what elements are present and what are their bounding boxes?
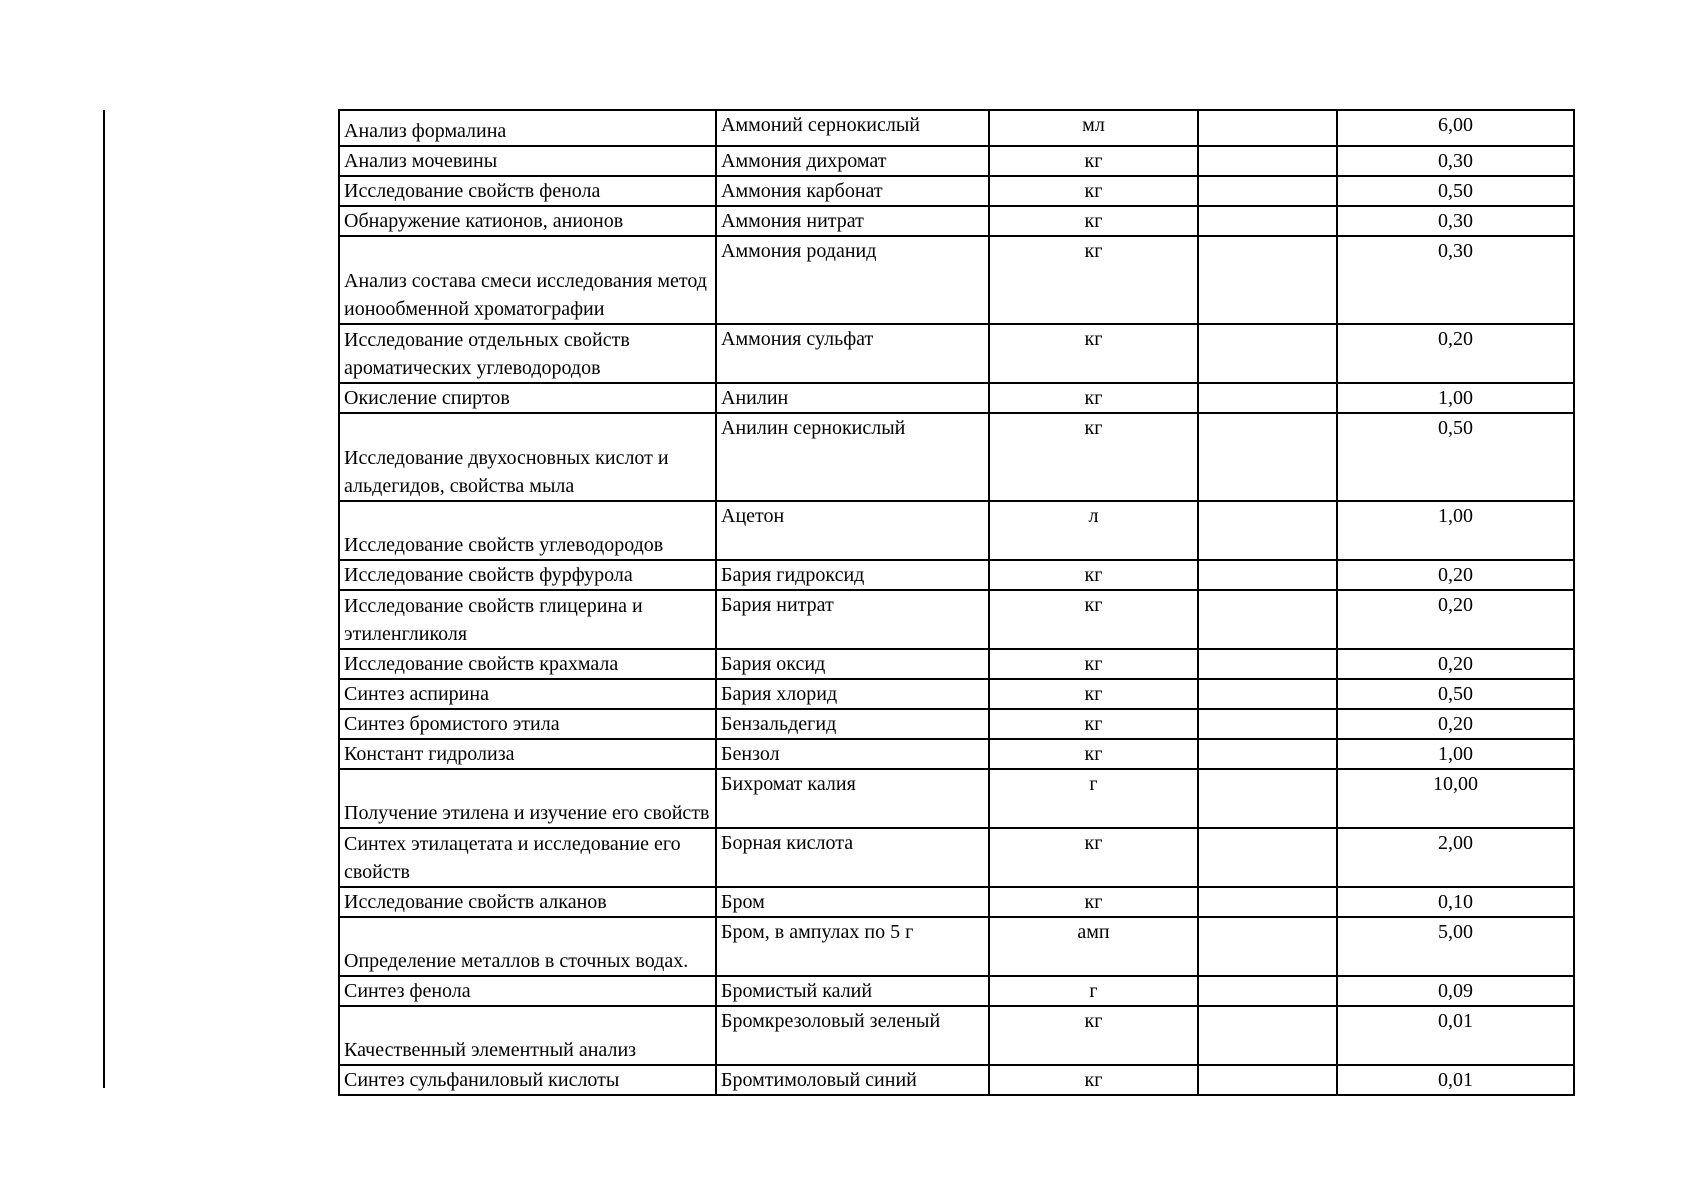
table-row <box>339 590 1574 649</box>
reagent-cell: Аммония сульфат <box>716 324 989 383</box>
empty-cell <box>1198 739 1337 769</box>
quantity-cell: 5,00 <box>1337 917 1574 976</box>
table-row <box>339 976 1574 1006</box>
reagent-cell: Бром, в ампулах по 5 г <box>716 917 989 976</box>
empty-cell <box>1198 413 1337 501</box>
table-row <box>339 679 1574 709</box>
empty-cell <box>1198 176 1337 206</box>
work-cell: Получение этилена и изучение его свойств <box>339 769 716 828</box>
empty-cell <box>1198 1006 1337 1065</box>
work-cell: Исследование свойств углеводородов <box>339 501 716 560</box>
unit-cell: кг <box>989 324 1198 383</box>
work-cell: Качественный элементный анализ <box>339 1006 716 1065</box>
table-row <box>339 917 1574 976</box>
empty-cell <box>1198 590 1337 649</box>
work-cell: Исследование свойств глицерина и этиленгликоля <box>339 590 716 649</box>
quantity-cell: 0,50 <box>1337 413 1574 501</box>
empty-cell <box>1198 146 1337 176</box>
unit-cell: кг <box>989 236 1198 324</box>
reagent-cell: Аммония нитрат <box>716 206 989 236</box>
quantity-cell: 0,09 <box>1337 976 1574 1006</box>
reagent-cell: Бария нитрат <box>716 590 989 649</box>
quantity-cell: 1,00 <box>1337 501 1574 560</box>
quantity-cell: 10,00 <box>1337 769 1574 828</box>
empty-cell <box>1198 976 1337 1006</box>
table-row <box>339 769 1574 828</box>
quantity-cell: 0,30 <box>1337 146 1574 176</box>
work-cell: Исследование двухосновных кислот и альдегидов, свойства мыла <box>339 413 716 501</box>
table-row <box>339 110 1574 146</box>
table-row <box>339 324 1574 383</box>
reagents-table <box>338 109 1575 1096</box>
table-row <box>339 146 1574 176</box>
reagent-cell: Аммония роданид <box>716 236 989 324</box>
reagent-cell: Анилин <box>716 383 989 413</box>
empty-cell <box>1198 769 1337 828</box>
work-cell: Исследование свойств алканов <box>339 887 716 917</box>
quantity-cell: 1,00 <box>1337 739 1574 769</box>
empty-cell <box>1198 917 1337 976</box>
quantity-cell: 0,20 <box>1337 590 1574 649</box>
quantity-cell: 0,20 <box>1337 649 1574 679</box>
work-cell: Констант гидролиза <box>339 739 716 769</box>
empty-cell <box>1198 1065 1337 1095</box>
work-cell: Анализ мочевины <box>339 146 716 176</box>
empty-cell <box>1198 110 1337 146</box>
quantity-cell: 0,01 <box>1337 1065 1574 1095</box>
unit-cell: кг <box>989 413 1198 501</box>
reagent-cell: Бихромат калия <box>716 769 989 828</box>
page-margin-line <box>103 110 105 1088</box>
quantity-cell: 6,00 <box>1337 110 1574 146</box>
empty-cell <box>1198 206 1337 236</box>
unit-cell: кг <box>989 383 1198 413</box>
table-row <box>339 206 1574 236</box>
table-row <box>339 828 1574 887</box>
unit-cell: амп <box>989 917 1198 976</box>
reagent-cell: Анилин сернокислый <box>716 413 989 501</box>
quantity-cell: 2,00 <box>1337 828 1574 887</box>
table-row <box>339 176 1574 206</box>
table-row <box>339 739 1574 769</box>
table-row <box>339 1065 1574 1095</box>
empty-cell <box>1198 887 1337 917</box>
quantity-cell: 0,20 <box>1337 324 1574 383</box>
unit-cell: кг <box>989 1065 1198 1095</box>
empty-cell <box>1198 383 1337 413</box>
unit-cell: кг <box>989 206 1198 236</box>
work-cell: Синтех этилацетата и исследование его свойств <box>339 828 716 887</box>
reagent-cell: Бария гидроксид <box>716 560 989 590</box>
empty-cell <box>1198 324 1337 383</box>
unit-cell: кг <box>989 1006 1198 1065</box>
unit-cell: кг <box>989 828 1198 887</box>
table-row <box>339 501 1574 560</box>
quantity-cell: 0,20 <box>1337 560 1574 590</box>
quantity-cell: 0,01 <box>1337 1006 1574 1065</box>
reagent-cell: Бромтимоловый синий <box>716 1065 989 1095</box>
table-row <box>339 1006 1574 1065</box>
reagent-cell: Борная кислота <box>716 828 989 887</box>
unit-cell: кг <box>989 739 1198 769</box>
quantity-cell: 1,00 <box>1337 383 1574 413</box>
work-cell: Синтез фенола <box>339 976 716 1006</box>
reagent-cell: Аммония карбонат <box>716 176 989 206</box>
work-cell: Исследование свойств фурфурола <box>339 560 716 590</box>
work-cell: Исследование свойств фенола <box>339 176 716 206</box>
quantity-cell: 0,30 <box>1337 206 1574 236</box>
work-cell: Исследование свойств крахмала <box>339 649 716 679</box>
table-row <box>339 560 1574 590</box>
table-row <box>339 236 1574 324</box>
reagent-cell: Бромистый калий <box>716 976 989 1006</box>
empty-cell <box>1198 236 1337 324</box>
reagent-cell: Бензол <box>716 739 989 769</box>
table-row <box>339 649 1574 679</box>
unit-cell: г <box>989 769 1198 828</box>
empty-cell <box>1198 649 1337 679</box>
work-cell: Синтез сульфаниловый кислоты <box>339 1065 716 1095</box>
work-cell: Анализ формалина <box>339 110 716 146</box>
empty-cell <box>1198 679 1337 709</box>
quantity-cell: 0,30 <box>1337 236 1574 324</box>
unit-cell: мл <box>989 110 1198 146</box>
work-cell: Синтез аспирина <box>339 679 716 709</box>
table-row <box>339 383 1574 413</box>
work-cell: Определение металлов в сточных водах. <box>339 917 716 976</box>
work-cell: Обнаружение катионов, анионов <box>339 206 716 236</box>
work-cell: Исследование отдельных свойств ароматических углеводородов <box>339 324 716 383</box>
reagent-cell: Бензальдегид <box>716 709 989 739</box>
unit-cell: л <box>989 501 1198 560</box>
quantity-cell: 0,50 <box>1337 176 1574 206</box>
empty-cell <box>1198 501 1337 560</box>
table-row <box>339 413 1574 501</box>
table-row <box>339 887 1574 917</box>
work-cell: Окисление спиртов <box>339 383 716 413</box>
reagent-cell: Ацетон <box>716 501 989 560</box>
empty-cell <box>1198 828 1337 887</box>
quantity-cell: 0,20 <box>1337 709 1574 739</box>
unit-cell: кг <box>989 679 1198 709</box>
unit-cell: кг <box>989 709 1198 739</box>
reagent-cell: Бром <box>716 887 989 917</box>
unit-cell: кг <box>989 146 1198 176</box>
unit-cell: кг <box>989 590 1198 649</box>
work-cell: Анализ состава смеси исследования метод ионообменной хроматографии <box>339 236 716 324</box>
quantity-cell: 0,50 <box>1337 679 1574 709</box>
unit-cell: кг <box>989 887 1198 917</box>
quantity-cell: 0,10 <box>1337 887 1574 917</box>
table-row <box>339 709 1574 739</box>
unit-cell: кг <box>989 176 1198 206</box>
unit-cell: г <box>989 976 1198 1006</box>
reagent-cell: Бромкрезоловый зеленый <box>716 1006 989 1065</box>
unit-cell: кг <box>989 649 1198 679</box>
reagent-cell: Аммония дихромат <box>716 146 989 176</box>
empty-cell <box>1198 560 1337 590</box>
unit-cell: кг <box>989 560 1198 590</box>
work-cell: Синтез бромистого этила <box>339 709 716 739</box>
reagent-cell: Аммоний сернокислый <box>716 110 989 146</box>
reagent-cell: Бария хлорид <box>716 679 989 709</box>
reagent-cell: Бария оксид <box>716 649 989 679</box>
empty-cell <box>1198 709 1337 739</box>
